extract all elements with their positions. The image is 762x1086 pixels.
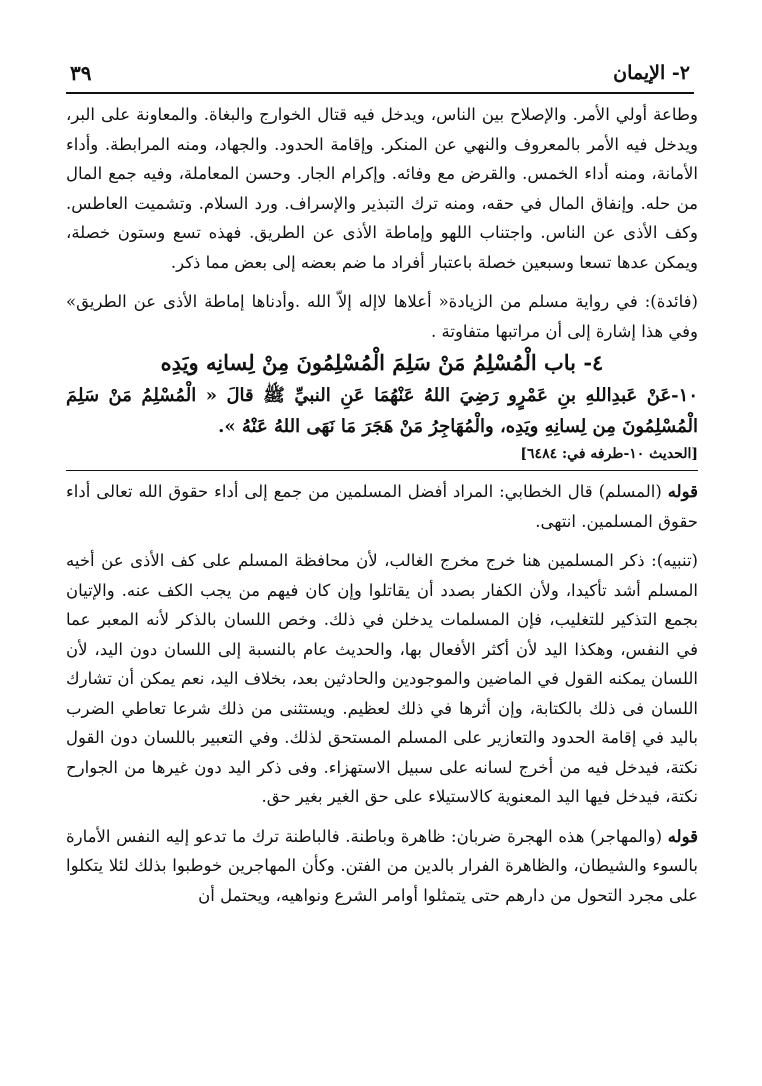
paragraph-muhajir-text: (والمهاجر) هذه الهجرة ضربان: ظاهرة وباطنة. فالباطنة ترك ما تدعو إليه النفس الأمارة بالسوء والشيطان، والظاهرة الفرار بالدين من الفتن. وكأن المهاجرين خوطبوا بذلك لئلا يتكلوا على مجرد التحول من دارهم حتى يتمثلوا أوامر الشرع ونواهيه، ويحتمل أن — [66, 826, 698, 905]
paragraph-faida: (فائدة): في رواية مسلم من الزيادة« أعلاها لاإله إلاّ الله .وأدناها إماطة الأذى عن الطريق» وفي هذا إشارة إلى أن مراتبها متفاوتة . — [66, 292, 698, 341]
paragraph-muslim-text: (المسلم) قال الخطابي: المراد أفضل المسلمين من جمع إلى أداء حقوق الله تعالى أداء حقوق المسلمين. انتهى. — [66, 482, 698, 531]
hadith-reference: [الحديث ١٠-طرفه في: ٦٤٨٤] — [520, 446, 698, 462]
chapter-heading: ٤- باب الْمُسْلِمُ مَنْ سَلِمَ الْمُسْلِمُونَ مِنْ لِسانِه ويَدِه — [160, 350, 604, 375]
chapter-title: ٢- الإيمان — [613, 62, 690, 84]
section-rule — [66, 470, 698, 471]
hadith-text: ١٠-عَنْ عَبدِاللهِ بنِ عَمْرٍو رَضِيَ اللهُ عَنْهُمَا عَنِ النبيِّ ﷺ قالَ « الْمُسْلِمُ مَنْ سَلِمَ الْمُسْلِمُونَ مِن لِسانِهِ ويَدِه، والْمُهَاجِرُ مَنْ هَجَرَ مَا نَهَى اللهُ عَنْهُ ». — [66, 385, 698, 437]
qawluhu-label: قوله — [667, 482, 698, 501]
header-rule — [66, 92, 694, 94]
paragraph-virtues: وطاعة أولي الأمر. والإصلاح بين الناس، ويدخل فيه قتال الخوارج والبغاة. والمعاونة على البر، ويدخل فيه الأمر بالمعروف والنهي عن المنكر. وإقامة الحدود. والجهاد، ومنه المرابطة. وأداء الأمانة، ومنه أداء الخمس. والقرض مع وفائه. وإكرام الجار. وحسن المعاملة، وفيه جمع المال من حله. وإنفاق المال في حقه، ومنه ترك التبذير والإسراف. ورد السلام. وتشميت العاطس. وكف الأذى عن الناس. واجتناب اللهو وإماطة الأذى عن الطريق. فهذه تسع وستون خصلة، ويمكن عدها تسعا وسبعين خصلة باعتبار أفراد ما ضم بعضه إلى بعض مما ذكر. — [66, 105, 698, 272]
qawluhu-label-2: قوله — [667, 826, 698, 846]
paragraph-muhajir — [66, 822, 698, 911]
paragraph-muslim — [66, 477, 698, 536]
paragraph-tanbih: (تنبيه): ذكر المسلمين هنا خرج مخرج الغالب، لأن محافظة المسلم على كف الأذى عن أخيه المسلم أشد تأكيدا، ولأن الكفار بصدد أن يقاتلوا وإن كان فيهم من يجب الكف عنه. والإتيان بجمع التذكير للتغليب، فإن المسلمات يدخلن في ذلك. وخص اللسان بالذكر لأنه المعبر عما في النفس، وهكذا اليد لأن أكثر الأفعال بها، والحديث عام بالنسبة إلى اللسان دون اليد، لأن اللسان يمكنه القول في الماضين والموجودين والحادثين بعد، بخلاف اليد، نعم يمكن أن تشارك اللسان فى ذلك بالكتابة، وإن أثرها في ذلك لعظيم. ويستثنى من ذلك شرعا تعاطي الضرب باليد في إقامة الحدود والتعازير على المسلم المستحق لذلك. وفي التعبير باللسان دون القول نكتة، فيدخل فيه من أخرج لسانه على سبيل الاستهزاء. وفى ذكر اليد دون غيرها من الجوارح نكتة، فيدخل فيها اليد المعنوية كالاستيلاء على حق الغير بغير حق. — [66, 551, 698, 806]
page-header — [70, 58, 690, 88]
page-body — [66, 100, 698, 910]
page-number: ٣٩ — [70, 61, 92, 85]
